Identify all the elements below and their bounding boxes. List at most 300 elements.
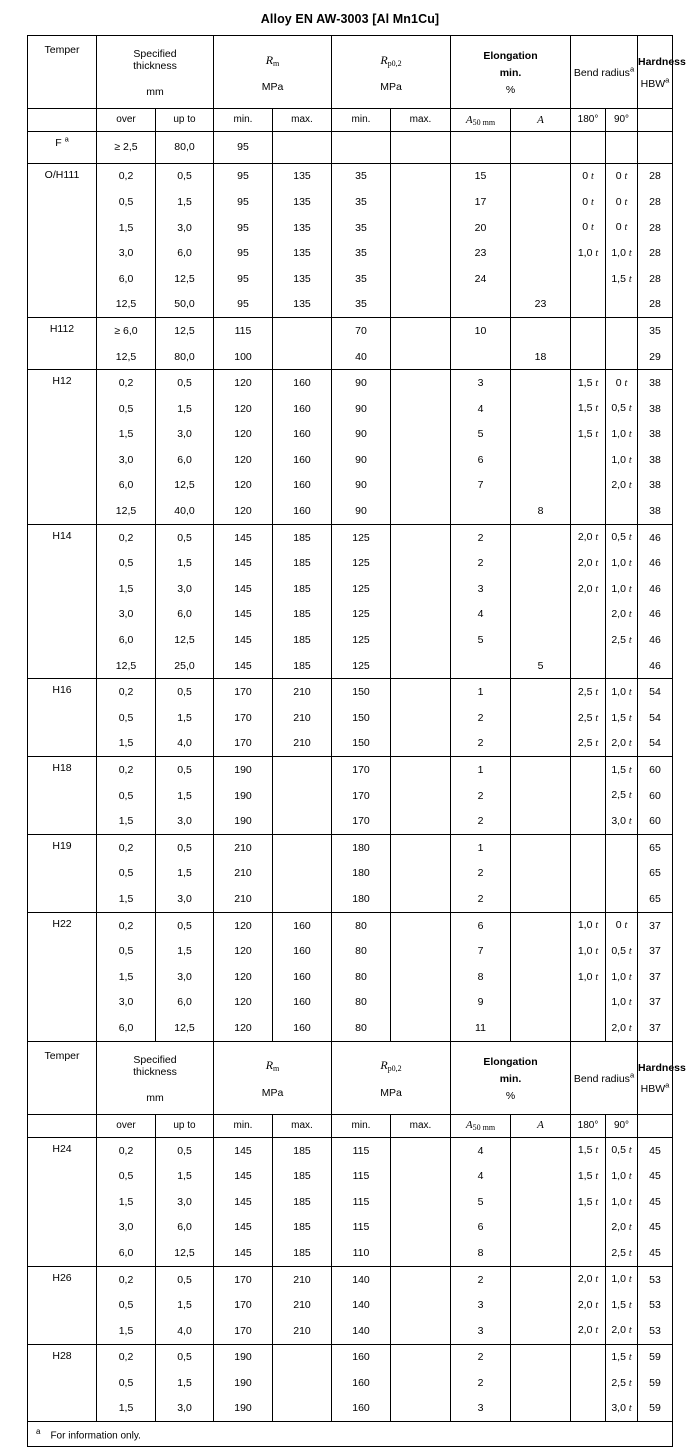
header-hardness: Hardness HBW$^a$ (638, 1041, 673, 1114)
cell-elongation-a (511, 1137, 571, 1163)
spec-table-container (27, 35, 686, 1447)
cell-thickness-over: 1,5 (97, 886, 156, 912)
cell-elongation-a (511, 396, 571, 422)
cell-bend-90 (606, 653, 638, 679)
cell-thickness-over: 3,0 (97, 447, 156, 473)
cell-thickness-up-to: 6,0 (156, 990, 214, 1016)
cell-rp-min: 115 (332, 1189, 391, 1215)
cell-rp-max (391, 835, 451, 861)
cell-rm-min: 145 (214, 1215, 273, 1241)
cell-elongation-a50mm: 4 (451, 602, 511, 628)
cell-hardness: 38 (638, 422, 673, 448)
cell-elongation-a (511, 370, 571, 396)
cell-thickness-over: 6,0 (97, 266, 156, 292)
footnote-text: For information only. (50, 1430, 141, 1442)
cell-rp-max (391, 473, 451, 499)
cell-bend-90: 3,0 t (606, 808, 638, 834)
cell-thickness-up-to: 6,0 (156, 240, 214, 266)
cell-bend-90: 0 t (606, 215, 638, 241)
cell-rm-max: 135 (273, 189, 332, 215)
cell-rm-min: 190 (214, 1370, 273, 1396)
table-row (28, 705, 673, 731)
cell-thickness-over: ≥ 6,0 (97, 318, 156, 344)
subheader-a50mm: $A_{50 mm}$ (451, 109, 511, 132)
cell-rp-max (391, 653, 451, 679)
cell-thickness-over: 0,5 (97, 861, 156, 887)
cell-elongation-a50mm: 1 (451, 835, 511, 861)
cell-rp-min: 125 (332, 653, 391, 679)
table-row (28, 1370, 673, 1396)
table-row (28, 396, 673, 422)
cell-rp-max (391, 132, 451, 164)
cell-bend-90: 1,0 t (606, 576, 638, 602)
cell-thickness-over: ≥ 2,5 (97, 132, 156, 164)
cell-thickness-over: 6,0 (97, 1240, 156, 1266)
cell-elongation-a50mm: 2 (451, 524, 511, 550)
cell-hardness: 53 (638, 1318, 673, 1344)
cell-rm-max: 160 (273, 422, 332, 448)
cell-rm-min: 170 (214, 731, 273, 757)
cell-bend-180: 2,5 t (571, 731, 606, 757)
table-row (28, 292, 673, 318)
table-subheader-row-1 (28, 109, 673, 132)
cell-rp-max (391, 551, 451, 577)
cell-rp-max (391, 757, 451, 783)
cell-rp-max (391, 679, 451, 705)
cell-rm-min: 170 (214, 1318, 273, 1344)
cell-hardness: 46 (638, 524, 673, 550)
cell-bend-90: 1,5 t (606, 705, 638, 731)
cell-thickness-over: 0,5 (97, 189, 156, 215)
cell-bend-180: 1,5 t (571, 1189, 606, 1215)
cell-rp-max (391, 370, 451, 396)
cell-rm-min: 95 (214, 132, 273, 164)
cell-thickness-up-to: 12,5 (156, 627, 214, 653)
cell-rm-min: 190 (214, 1344, 273, 1370)
cell-bend-180 (571, 1396, 606, 1422)
cell-bend-90: 1,5 t (606, 266, 638, 292)
cell-rm-min: 145 (214, 576, 273, 602)
cell-rm-min: 95 (214, 189, 273, 215)
cell-elongation-a (511, 835, 571, 861)
cell-hardness: 28 (638, 189, 673, 215)
cell-hardness: 46 (638, 602, 673, 628)
cell-rp-min: 90 (332, 370, 391, 396)
cell-rm-max: 185 (273, 1137, 332, 1163)
table-row (28, 189, 673, 215)
cell-rp-min (332, 132, 391, 164)
table-row (28, 1396, 673, 1422)
cell-thickness-over: 1,5 (97, 964, 156, 990)
cell-thickness-up-to: 12,5 (156, 266, 214, 292)
cell-rm-max: 185 (273, 576, 332, 602)
cell-rm-max (273, 318, 332, 344)
cell-rp-min: 90 (332, 422, 391, 448)
cell-elongation-a (511, 912, 571, 938)
cell-bend-90 (606, 498, 638, 524)
cell-rp-min: 160 (332, 1396, 391, 1422)
cell-hardness: 28 (638, 266, 673, 292)
cell-elongation-a50mm: 11 (451, 1015, 511, 1041)
table-row (28, 861, 673, 887)
cell-hardness: 54 (638, 731, 673, 757)
cell-thickness-up-to: 80,0 (156, 344, 214, 370)
cell-rm-min: 145 (214, 1137, 273, 1163)
cell-rp-max (391, 318, 451, 344)
table-row (28, 679, 673, 705)
cell-rp-max (391, 524, 451, 550)
cell-bend-180: 1,0 t (571, 912, 606, 938)
cell-elongation-a50mm: 23 (451, 240, 511, 266)
cell-bend-180: 2,0 t (571, 1266, 606, 1292)
cell-rp-min: 115 (332, 1137, 391, 1163)
cell-hardness: 45 (638, 1215, 673, 1241)
cell-rm-max: 160 (273, 370, 332, 396)
cell-elongation-a50mm: 5 (451, 1189, 511, 1215)
cell-rm-min: 95 (214, 163, 273, 189)
cell-thickness-over: 0,2 (97, 370, 156, 396)
cell-elongation-a (511, 679, 571, 705)
cell-hardness: 59 (638, 1344, 673, 1370)
cell-thickness-up-to: 4,0 (156, 731, 214, 757)
cell-thickness-up-to: 6,0 (156, 602, 214, 628)
header-bend-radius: Bend radius$^a$ (571, 1041, 638, 1114)
cell-bend-180: 2,0 t (571, 524, 606, 550)
cell-thickness-over: 0,2 (97, 757, 156, 783)
cell-rp-min: 90 (332, 447, 391, 473)
cell-thickness-up-to: 1,5 (156, 1163, 214, 1189)
cell-hardness: 28 (638, 240, 673, 266)
footnote-marker-ref: a (629, 1070, 635, 1080)
cell-rm-min: 210 (214, 861, 273, 887)
cell-elongation-a (511, 1215, 571, 1241)
subheader-up-to: up to (156, 1114, 214, 1137)
cell-bend-180 (571, 835, 606, 861)
table-row (28, 990, 673, 1016)
cell-rp-max (391, 1266, 451, 1292)
cell-thickness-over: 6,0 (97, 1015, 156, 1041)
cell-rp-min: 80 (332, 1015, 391, 1041)
cell-rm-min: 120 (214, 447, 273, 473)
table-row (28, 132, 673, 164)
subheader-rp-max: max. (391, 1114, 451, 1137)
temper-cell-f: F $^a$ (28, 132, 97, 164)
cell-rp-min: 170 (332, 757, 391, 783)
cell-rm-max: 185 (273, 1215, 332, 1241)
table-row (28, 731, 673, 757)
table-row (28, 808, 673, 834)
cell-rm-min: 120 (214, 1015, 273, 1041)
cell-rp-max (391, 912, 451, 938)
cell-bend-180: 2,0 t (571, 1292, 606, 1318)
cell-rp-min: 125 (332, 576, 391, 602)
cell-thickness-up-to: 1,5 (156, 861, 214, 887)
cell-rp-min: 160 (332, 1370, 391, 1396)
cell-bend-180: 0 t (571, 189, 606, 215)
cell-hardness: 37 (638, 938, 673, 964)
cell-rm-max (273, 1396, 332, 1422)
cell-hardness: 37 (638, 990, 673, 1016)
cell-rp-min: 180 (332, 861, 391, 887)
cell-elongation-a: 8 (511, 498, 571, 524)
cell-rm-min: 120 (214, 498, 273, 524)
cell-rp-min: 150 (332, 705, 391, 731)
cell-thickness-over: 6,0 (97, 473, 156, 499)
cell-rp-min: 170 (332, 808, 391, 834)
table-subheader-row-2 (28, 1114, 673, 1137)
cell-bend-180: 2,5 t (571, 679, 606, 705)
cell-elongation-a (511, 163, 571, 189)
cell-thickness-up-to: 0,5 (156, 163, 214, 189)
cell-rp-max (391, 1215, 451, 1241)
cell-rp-max (391, 189, 451, 215)
cell-rm-min: 145 (214, 627, 273, 653)
cell-rm-min: 170 (214, 1266, 273, 1292)
table-row (28, 344, 673, 370)
cell-rp-max (391, 576, 451, 602)
cell-rp-max (391, 240, 451, 266)
cell-thickness-up-to: 1,5 (156, 783, 214, 809)
cell-bend-90: 1,0 t (606, 240, 638, 266)
cell-bend-180 (571, 292, 606, 318)
cell-thickness-over: 0,5 (97, 1163, 156, 1189)
cell-rp-max (391, 1015, 451, 1041)
subheader-bend-180: 180° (571, 1114, 606, 1137)
cell-bend-180 (571, 1240, 606, 1266)
cell-bend-180: 1,0 t (571, 964, 606, 990)
cell-thickness-up-to: 0,5 (156, 1344, 214, 1370)
cell-elongation-a (511, 990, 571, 1016)
cell-thickness-up-to: 3,0 (156, 576, 214, 602)
page-title: Alloy EN AW-3003 [Al Mn1Cu] (260, 12, 440, 26)
temper-cell-h16: H16 (28, 679, 97, 757)
cell-rm-max: 160 (273, 1015, 332, 1041)
cell-bend-90: 1,0 t (606, 551, 638, 577)
cell-hardness: 38 (638, 473, 673, 499)
cell-bend-180: 1,5 t (571, 1137, 606, 1163)
cell-thickness-over: 0,5 (97, 705, 156, 731)
cell-elongation-a50mm (451, 344, 511, 370)
cell-rp-min: 90 (332, 396, 391, 422)
cell-rm-min: 120 (214, 938, 273, 964)
cell-elongation-a (511, 473, 571, 499)
cell-bend-180: 1,5 t (571, 396, 606, 422)
header-elongation: Elongation min. % (451, 1041, 571, 1114)
header-specified-thickness: Specified thickness mm (97, 1041, 214, 1114)
cell-rp-min: 35 (332, 240, 391, 266)
cell-rm-max: 135 (273, 240, 332, 266)
header-elongation: Elongation min. % (451, 36, 571, 109)
cell-bend-90: 1,5 t (606, 757, 638, 783)
table-row (28, 783, 673, 809)
cell-thickness-up-to: 3,0 (156, 886, 214, 912)
cell-rm-max (273, 757, 332, 783)
cell-rm-max: 160 (273, 938, 332, 964)
cell-thickness-over: 0,5 (97, 1370, 156, 1396)
table-header-row-1 (28, 36, 673, 109)
cell-elongation-a (511, 808, 571, 834)
table-row (28, 912, 673, 938)
cell-rp-max (391, 1370, 451, 1396)
temper-cell-h112: H112 (28, 318, 97, 370)
cell-rm-min: 100 (214, 344, 273, 370)
cell-rp-min: 140 (332, 1292, 391, 1318)
cell-bend-180 (571, 498, 606, 524)
cell-rm-max: 185 (273, 1240, 332, 1266)
cell-elongation-a (511, 1370, 571, 1396)
cell-hardness: 46 (638, 627, 673, 653)
cell-thickness-over: 0,2 (97, 912, 156, 938)
cell-bend-180: 2,0 t (571, 576, 606, 602)
table-row (28, 266, 673, 292)
cell-rp-min: 80 (332, 938, 391, 964)
table-row (28, 576, 673, 602)
cell-thickness-over: 0,5 (97, 1292, 156, 1318)
cell-rp-min: 125 (332, 524, 391, 550)
cell-bend-90: 0 t (606, 912, 638, 938)
subheader-bend-90: 90° (606, 109, 638, 132)
cell-thickness-over: 0,2 (97, 163, 156, 189)
cell-hardness: 28 (638, 292, 673, 318)
table-row (28, 524, 673, 550)
table-row (28, 551, 673, 577)
cell-bend-180: 1,0 t (571, 240, 606, 266)
cell-hardness: 35 (638, 318, 673, 344)
table-row (28, 1163, 673, 1189)
cell-thickness-over: 1,5 (97, 1189, 156, 1215)
cell-elongation-a (511, 1318, 571, 1344)
cell-bend-90: 2,5 t (606, 783, 638, 809)
cell-rm-max: 210 (273, 731, 332, 757)
cell-rm-min: 145 (214, 602, 273, 628)
temper-cell-h22: H22 (28, 912, 97, 1041)
cell-elongation-a (511, 215, 571, 241)
subheader-a: A (511, 1114, 571, 1137)
cell-bend-90 (606, 318, 638, 344)
cell-rp-min: 125 (332, 627, 391, 653)
cell-bend-90: 1,0 t (606, 1189, 638, 1215)
cell-rp-max (391, 861, 451, 887)
cell-bend-90 (606, 344, 638, 370)
cell-rp-min: 150 (332, 731, 391, 757)
cell-rm-min: 95 (214, 292, 273, 318)
cell-rp-min: 160 (332, 1344, 391, 1370)
cell-thickness-up-to: 12,5 (156, 473, 214, 499)
cell-thickness-over: 12,5 (97, 292, 156, 318)
cell-elongation-a (511, 627, 571, 653)
cell-thickness-over: 0,5 (97, 938, 156, 964)
cell-rp-max (391, 808, 451, 834)
cell-hardness: 45 (638, 1240, 673, 1266)
subheader-temper-spacer (28, 1114, 97, 1137)
cell-rm-max: 160 (273, 912, 332, 938)
cell-bend-180 (571, 318, 606, 344)
cell-elongation-a (511, 1240, 571, 1266)
temper-cell-h14: H14 (28, 524, 97, 679)
cell-elongation-a (511, 861, 571, 887)
cell-rp-min: 80 (332, 912, 391, 938)
cell-thickness-over: 3,0 (97, 602, 156, 628)
cell-rm-max (273, 132, 332, 164)
subheader-up-to: up to (156, 109, 214, 132)
cell-rm-min: 210 (214, 886, 273, 912)
cell-rm-max: 160 (273, 498, 332, 524)
cell-hardness: 54 (638, 705, 673, 731)
cell-elongation-a50mm: 4 (451, 1137, 511, 1163)
cell-rm-max (273, 1370, 332, 1396)
cell-elongation-a (511, 1015, 571, 1041)
cell-elongation-a50mm: 24 (451, 266, 511, 292)
footnote-marker-ref: a (629, 64, 635, 74)
cell-hardness: 54 (638, 679, 673, 705)
cell-thickness-up-to: 0,5 (156, 679, 214, 705)
cell-bend-180: 0 t (571, 163, 606, 189)
cell-elongation-a (511, 1163, 571, 1189)
cell-elongation-a50mm: 3 (451, 370, 511, 396)
cell-rp-max (391, 627, 451, 653)
cell-thickness-over: 0,2 (97, 1344, 156, 1370)
cell-thickness-up-to: 0,5 (156, 757, 214, 783)
cell-elongation-a (511, 1344, 571, 1370)
header-hardness: Hardness HBW$^a$ (638, 36, 673, 109)
cell-rp-min: 35 (332, 163, 391, 189)
table-row (28, 1240, 673, 1266)
cell-rm-max: 185 (273, 602, 332, 628)
header-tensile-strength: $R_m$ MPa (214, 36, 332, 109)
cell-hardness: 45 (638, 1137, 673, 1163)
table-row (28, 370, 673, 396)
table-row (28, 627, 673, 653)
cell-hardness: 37 (638, 1015, 673, 1041)
cell-hardness: 59 (638, 1396, 673, 1422)
cell-rm-max (273, 835, 332, 861)
cell-hardness: 37 (638, 912, 673, 938)
cell-thickness-over: 1,5 (97, 215, 156, 241)
cell-thickness-over: 12,5 (97, 498, 156, 524)
cell-elongation-a50mm: 2 (451, 808, 511, 834)
cell-bend-90: 2,0 t (606, 1215, 638, 1241)
cell-elongation-a (511, 1266, 571, 1292)
cell-bend-90: 2,0 t (606, 602, 638, 628)
cell-elongation-a50mm: 2 (451, 783, 511, 809)
cell-rm-max: 135 (273, 163, 332, 189)
cell-hardness: 38 (638, 370, 673, 396)
cell-bend-90: 0,5 t (606, 1137, 638, 1163)
cell-rp-max (391, 266, 451, 292)
cell-bend-90: 1,0 t (606, 422, 638, 448)
cell-bend-180 (571, 473, 606, 499)
cell-bend-90 (606, 835, 638, 861)
cell-hardness: 46 (638, 551, 673, 577)
cell-thickness-over: 0,2 (97, 524, 156, 550)
cell-hardness: 28 (638, 215, 673, 241)
cell-elongation-a50mm: 2 (451, 1370, 511, 1396)
cell-rm-max: 210 (273, 1292, 332, 1318)
cell-elongation-a50mm: 8 (451, 964, 511, 990)
cell-elongation-a (511, 132, 571, 164)
cell-rm-min: 120 (214, 964, 273, 990)
cell-elongation-a (511, 705, 571, 731)
cell-rm-min: 120 (214, 473, 273, 499)
cell-rp-min: 140 (332, 1318, 391, 1344)
cell-rp-max (391, 886, 451, 912)
cell-rm-min: 120 (214, 912, 273, 938)
cell-rm-max: 135 (273, 292, 332, 318)
cell-rm-min: 190 (214, 757, 273, 783)
cell-thickness-over: 3,0 (97, 990, 156, 1016)
cell-elongation-a50mm: 6 (451, 447, 511, 473)
cell-bend-90: 2,5 t (606, 1240, 638, 1266)
